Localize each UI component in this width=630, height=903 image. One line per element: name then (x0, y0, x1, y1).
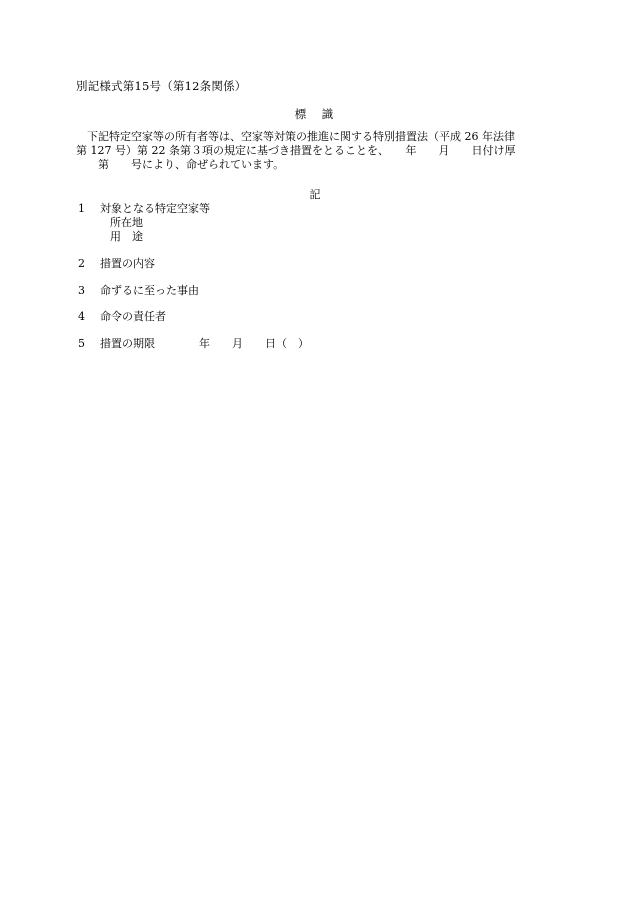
form-reference: 別記様式第15号（第12条関係） (76, 79, 247, 93)
sub-item-use: 用 途 (110, 230, 143, 243)
notice-paragraph (76, 130, 556, 172)
item-label: 命令の責任者 (100, 310, 166, 323)
item-number: 2 (78, 257, 85, 270)
paragraph-line-3: 第 号により、命ぜられています。 (76, 158, 285, 171)
list-item-3 (78, 282, 199, 298)
item-number: 5 (78, 337, 85, 350)
item-number: 4 (78, 310, 85, 323)
item-label: 措置の期限 年 月 日（ ） (100, 337, 309, 350)
item-label: 命ずるに至った事由 (100, 284, 199, 297)
list-item-5 (78, 335, 309, 351)
document-title: 標 識 (294, 107, 336, 121)
list-item-1 (78, 200, 210, 216)
list-item-4 (78, 308, 166, 324)
item-label: 対象となる特定空家等 (100, 202, 210, 215)
item-number: 1 (78, 202, 85, 215)
sub-item-location: 所在地 (110, 216, 143, 229)
list-item-2 (78, 255, 155, 271)
paragraph-line-2: 第 127 号）第 22 条第３項の規定に基づき措置をとることを、 年 月 日付け厚 (76, 144, 516, 157)
item-number: 3 (78, 284, 85, 297)
ki-heading: 記 (309, 188, 321, 201)
paragraph-line-1: 下記特定空家等の所有者等は、空家等対策の推進に関する特別措置法（平成 26 年法律 (87, 130, 515, 143)
item-label: 措置の内容 (100, 257, 155, 270)
